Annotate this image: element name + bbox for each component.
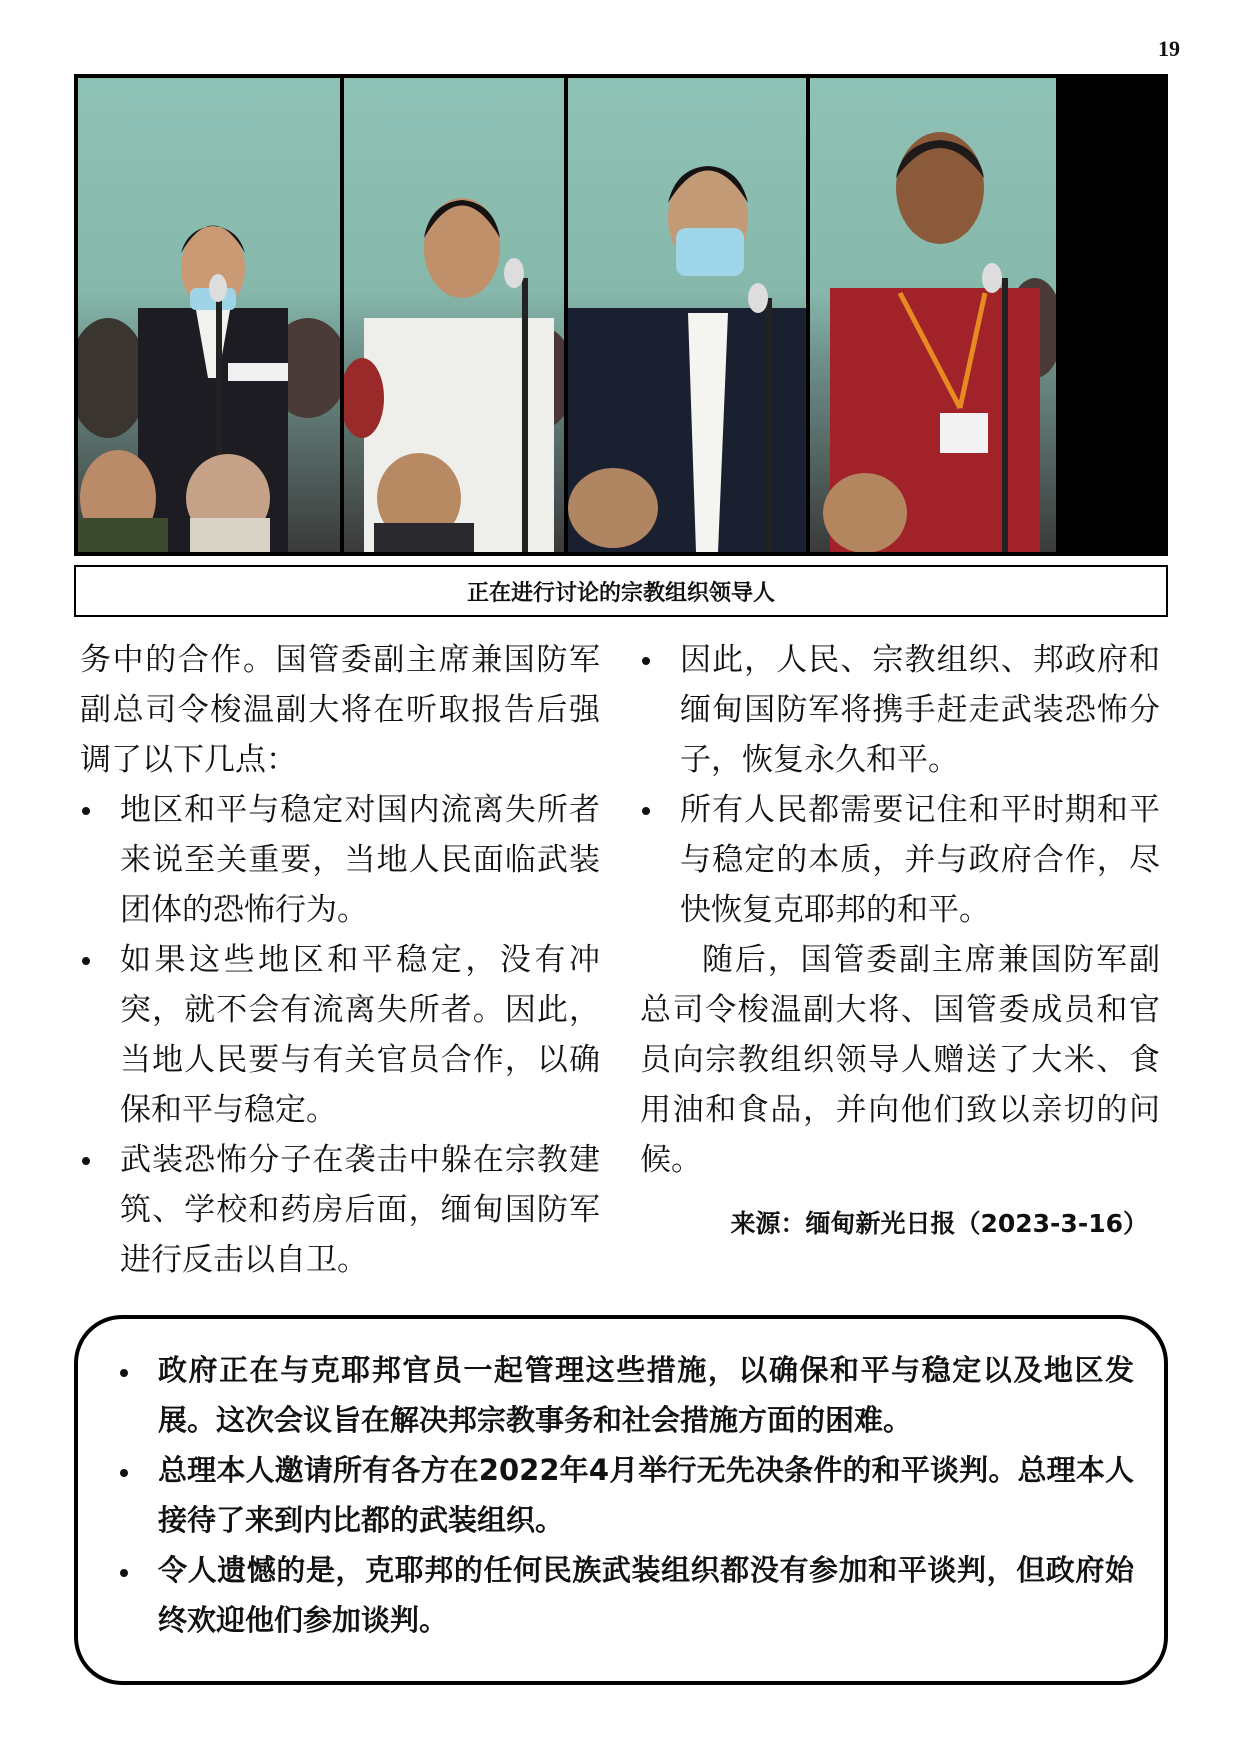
speaker-3-photo [568,78,806,552]
summary-bullet-list [114,1345,1134,1645]
left-column [80,635,600,1285]
bullet-icon [120,1469,128,1477]
bullet-icon [120,1369,128,1377]
speaker-4-photo [810,78,1056,552]
left-bullet-list [80,785,600,1285]
summary-box [74,1315,1168,1685]
list-item: 地区和平与稳定对国内流离失所者来说至关重要，当地人民面临武装团体的恐怖行为。 [80,785,600,935]
list-item: 令人遗憾的是，克耶邦的任何民族武装组织都没有参加和平谈判，但政府始终欢迎他们参加谈判。 [114,1545,1134,1645]
left-intro-paragraph: 务中的合作。国管委副主席兼国防军副总司令梭温副大将在听取报告后强调了以下几点： [80,642,600,778]
bullet-icon [642,807,650,815]
list-item: 所有人民都需要记住和平时期和平与稳定的本质，并与政府合作，尽快恢复克耶邦的和平。 [640,785,1160,935]
bullet-icon [82,957,90,965]
list-item: 总理本人邀请所有各方在2022年4月举行无先决条件的和平谈判。总理本人接待了来到内比都的武装组织。 [114,1445,1134,1545]
bullet-icon [642,657,650,665]
speaker-2-photo [344,78,564,552]
photo-strip [74,74,1168,556]
speaker-1-photo [78,78,340,552]
source-credit: 来源：缅甸新光日报（2023-3-16） [730,1209,1148,1238]
bullet-icon [82,1157,90,1165]
right-paragraph: 随后，国管委副主席兼国防军副总司令梭温副大将、国管委成员和官员向宗教组织领导人赠送了大米、食用油和食品，并向他们致以亲切的问候。 [640,942,1160,1178]
list-item: 武装恐怖分子在袭击中躲在宗教建筑、学校和药房后面，缅甸国防军进行反击以自卫。 [80,1135,600,1285]
photo-caption: 正在进行讨论的宗教组织领导人 [74,565,1168,617]
right-bullet-list [640,635,1160,935]
list-item: 因此，人民、宗教组织、邦政府和缅甸国防军将携手赶走武装恐怖分子，恢复永久和平。 [640,635,1160,785]
page-number: 19 [1158,36,1180,61]
list-item: 政府正在与克耶邦官员一起管理这些措施，以确保和平与稳定以及地区发展。这次会议旨在解决邦宗教事务和社会措施方面的困难。 [114,1345,1134,1445]
bullet-icon [82,807,90,815]
bullet-icon [120,1569,128,1577]
right-column [640,635,1160,1249]
list-item: 如果这些地区和平稳定，没有冲突，就不会有流离失所者。因此，当地人民要与有关官员合作，以确保和平与稳定。 [80,935,600,1135]
